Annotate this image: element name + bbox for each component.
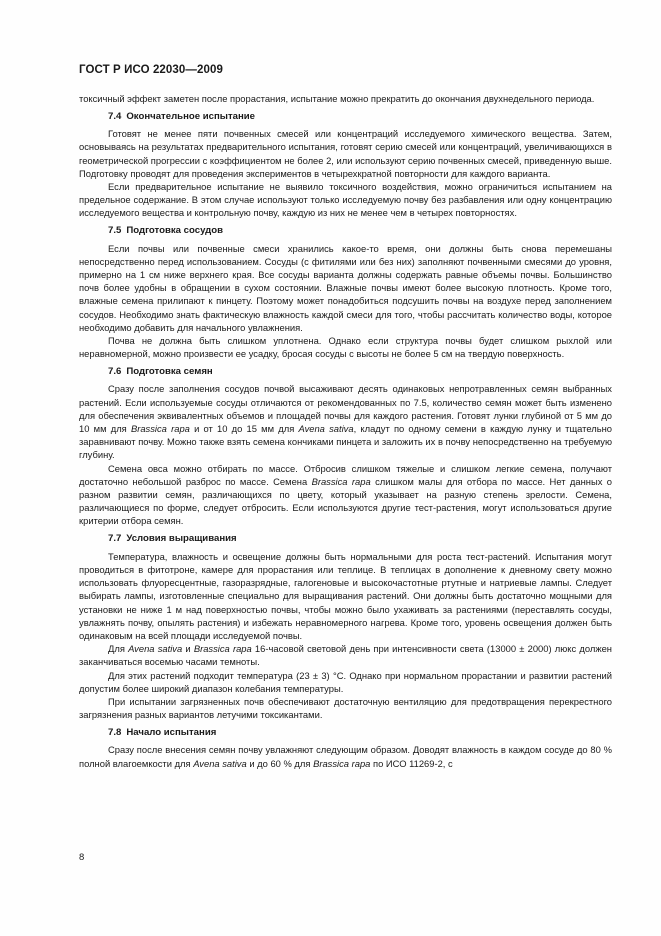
paragraph: Сразу после внесения семян почву увлажняют следующим образом. Доводят влажность в каждом сосуде до 80 % полной влагоемкости для Avena sativa и до 60 % для Brassica rapa по ИСО 11269-2, с [79, 744, 612, 769]
paragraph: Если почвы или почвенные смеси хранились какое-то время, они должны быть снова перемешаны непосредственно перед использованием. Сосуды (с фитилями или без них) заполняют почвенными смесями до уровня, примерно на 1 см ниже верхнего края. Все сосуды варианта должны содержать равные объемы почвы. Большинство почв более удобны в обращении в сухом состоянии. Влажные почвы имеют более высокую плотность. Кроме того, влажные семена прилипают к пинцету. Поэтому может понадобиться подсушить почвы на воздухе перед заполнением сосудов. Необходимо знать фактическую влажность каждой смеси для того, чтобы рассчитать количество воды, которое необходимо добавить для начального увлажнения. [79, 242, 612, 333]
section-heading-7-7 [79, 532, 612, 545]
section-heading-7-5 [79, 224, 612, 237]
paragraph: Сразу после заполнения сосудов почвой высаживают десять одинаковых непротравленных семян выбранных растений. Если используемые сосуды отличаются от рекомендованных по 7.5, количество семян может быть изменено для обеспечения эквивалентных объемов и площадей почвы для каждого растения. Готовят лунки глубиной от 5 мм до 10 мм для Brassica rapa и от 10 до 15 мм для Avena sativa, кладут по одному семени в каждую лунку и тщательно заравнивают почву. Можно также взять семена кончиками пинцета и заложить их в почву непосредственно на требуемую глубину. [79, 383, 613, 461]
section-title: Подготовка семян [126, 365, 213, 377]
paragraph: Готовят не менее пяти почвенных смесей или концентраций исследуемого химического вещества. Затем, основываясь на результатах предварительного испытания, готовят серию смесей или концентраций, увеличивающихся в геометрической прогрессии с коэффициентом не более 2, или используют серию почвенных смесей, приведенную выше. Подготовку проводят для проведения экспериментов в четырехкратной повторности для каждого варианта. [79, 128, 612, 179]
intro-paragraph: токсичный эффект заметен после прорастания, испытание можно прекратить до окончания двухнедельного периода. [79, 93, 595, 104]
section-number: 7.7 [108, 533, 122, 545]
paragraph: Температура, влажность и освещение должны быть нормальными для роста тест-растений. Испытания могут проводиться в фитотроне, камере для прорастания или теплице. В теплицах в дополнение к дневному свету можно использовать флуоресцентные, газоразрядные, галогеновые и высокочастотные ртутные и натриевые лампы. Следует выбирать лампы, изготовленные специально для выращивания растений. Они должны быть достаточно мощными для установки не ниже 1 м над поверхностью почвы, чтобы можно было ухаживать за растениями (переставлять сосуды, увлажнять почву, опылять растения) и избежать неравномерного нагрева. Кроме того, уровень освещения должен быть одинаковым на всей площади исследуемой почвы. [79, 550, 612, 641]
section-title: Начало испытания [126, 726, 217, 738]
section-number: 7.6 [108, 365, 122, 377]
paragraph: Для этих растений подходит температура (23 ± 3) °С. Однако при нормальном прорастании и развитии растений допустим более широкий диапазон колебания температуры. [79, 669, 612, 694]
section-title: Подготовка сосудов [126, 225, 224, 237]
paragraph: Почва не должна быть слишком уплотнена. Однако если структура почвы будет слишком рыхлой или неравномерной, можно произвести ее усадку, бросая сосуды с высоты не более 5 см на твердую поверхность. [79, 335, 612, 360]
paragraph: При испытании загрязненных почв обеспечивают достаточную вентиляцию для предотвращения перекрестного загрязнения разных вариантов летучими токсикантами. [79, 695, 612, 721]
section-title: Условия выращивания [126, 533, 237, 545]
section-number: 7.5 [108, 225, 122, 237]
section-number: 7.8 [108, 726, 122, 738]
section-heading-7-4 [79, 110, 612, 123]
paragraph: Семена овса можно отбирать по массе. Отбросив слишком тяжелые и слишком легкие семена, получают достаточно небольшой разброс по массе. Семена Brassica rapa слишком малы для отбора по массе. Нет данных о разном развитии семян, различающихся по цвету, который указывает на разную степень зрелости. Семена, различающиеся по форме, следует отбросить. Если используются другие тест-растения, могут использоваться другие критерии отбора семян. [79, 462, 612, 527]
page-number: 8 [79, 852, 85, 863]
document-header: ГОСТ Р ИСО 22030—2009 [79, 64, 224, 76]
section-number: 7.4 [108, 110, 122, 122]
paragraph: Для Avena sativa и Brassica rapa 16-часовой световой день при интенсивности света (13000 ± 2000) люкс должен заканчиваться восемью часами темноты. [79, 643, 612, 668]
paragraph: Если предварительное испытание не выявило токсичного воздействия, можно ограничиться испытанием на предельное содержание. В этом случае используют только исследуемую почву без разбавления или одну концентрацию исследуемого вещества и контрольную почву, каждую из них не менее чем в четырех повторностях. [79, 181, 612, 219]
document-body [79, 92, 612, 770]
section-heading-7-6 [79, 365, 612, 378]
section-heading-7-8 [79, 726, 612, 739]
section-title: Окончательное испытание [126, 110, 256, 122]
